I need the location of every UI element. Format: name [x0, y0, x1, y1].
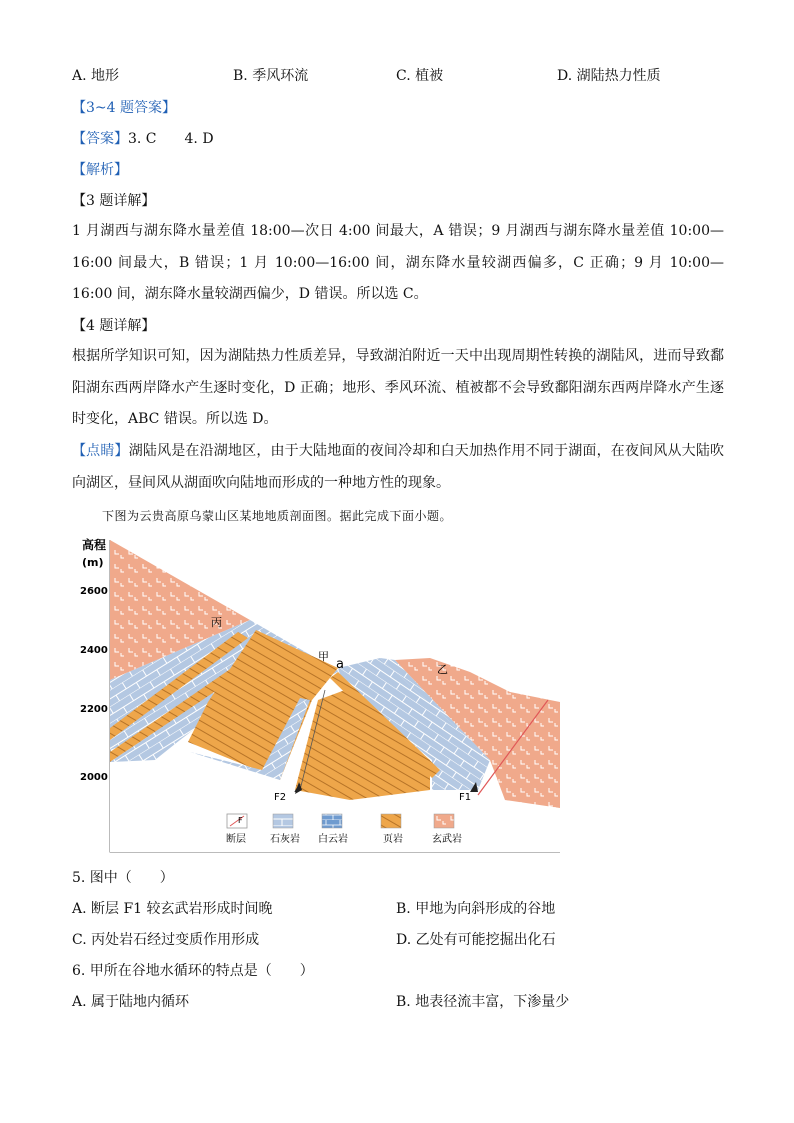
geologic-cross-section: [72, 530, 566, 856]
q4-explanation: 根据所学知识可知，因为湖陆热力性质差异，导致湖泊附近一天中出现周期性转换的湖陆风，进而导致鄱阳湖东西两岸降水产生逐时变化，D 正确；地形、季风环流、植被都不会导致鄱阳湖东西两岸降水产生逐时变化，ABC 错误。所以选 D。: [72, 348, 724, 427]
y-axis-label: 高程: [82, 538, 107, 552]
q3-explanation: 1 月湖西与湖东降水量差值 18:00—次日 4:00 间最大，A 错误；9 月湖西与湖东降水量差值 10:00—16:00 间最大，B 错误；1 月 10:00—16:00 间，湖东降水量较湖西偏多，C 正确；9 月 10:00—16:00 间，湖东降水量较湖西偏少，D 错误。所以选 C。: [72, 223, 724, 302]
legend-dolomite: 白云岩: [318, 834, 348, 845]
option-a: A. 地形: [72, 68, 120, 84]
q6-stem: 6. 甲所在谷地水循环的特点是（ ）: [72, 963, 314, 979]
q3-heading: 【3 题详解】: [72, 193, 156, 209]
tip-paragraph: [72, 436, 724, 499]
q4-heading: 【4 题详解】: [72, 318, 156, 334]
answer-line: [72, 129, 214, 149]
tick-2200: 2200: [80, 704, 108, 715]
legend-shale: 页岩: [383, 834, 403, 845]
option-d: D. 湖陆热力性质: [557, 68, 661, 84]
label-yi: 乙: [437, 663, 448, 676]
q5-option-a: A. 断层 F1 较玄武岩形成时间晚: [72, 901, 273, 917]
answer-text: 3. C 4. D: [128, 131, 214, 147]
tip-body: 湖陆风是在沿湖地区，由于大陆地面的夜间冷却和白天加热作用不同于湖面，在夜间风从大陆吹向湖区，昼间风从湖面吹向陆地而形成的一种地方性的现象。: [72, 443, 725, 491]
figure-caption: 下图为云贵高原乌蒙山区某地地质剖面图。据此完成下面小题。: [102, 509, 453, 523]
label-bing: 丙: [211, 616, 222, 629]
legend-basalt: 玄武岩: [432, 834, 462, 845]
label-a: a: [336, 657, 344, 672]
answer-section-header: 【3~4 题答案】: [72, 100, 176, 116]
legend-fault: 断层: [226, 834, 246, 845]
q5-option-c: C. 丙处岩石经过变质作用形成: [72, 932, 260, 948]
tick-2600: 2600: [80, 586, 108, 597]
q6-option-a: A. 属于陆地内循环: [72, 994, 190, 1010]
tick-2400: 2400: [80, 645, 108, 656]
label-f2: F2: [274, 792, 287, 803]
y-axis-unit: (m): [82, 556, 104, 569]
tick-2000: 2000: [80, 772, 108, 783]
label-f1: F1: [459, 792, 472, 803]
answer-label: 【答案】: [72, 131, 128, 147]
q5-option-d: D. 乙处有可能挖掘出化石: [396, 932, 556, 948]
option-b: B. 季风环流: [233, 68, 309, 84]
analysis-label: 【解析】: [72, 162, 128, 178]
legend-limestone: 石灰岩: [270, 834, 300, 845]
q5-option-b: B. 甲地为向斜形成的谷地: [396, 901, 556, 917]
tip-label: 【点睛】: [72, 443, 129, 459]
label-jia: 甲: [318, 650, 329, 663]
q5-stem: 5. 图中（ ）: [72, 870, 174, 886]
option-c: C. 植被: [396, 68, 444, 84]
legend-fault-symbol: F: [238, 816, 243, 825]
q6-option-b: B. 地表径流丰富，下渗量少: [396, 994, 570, 1010]
